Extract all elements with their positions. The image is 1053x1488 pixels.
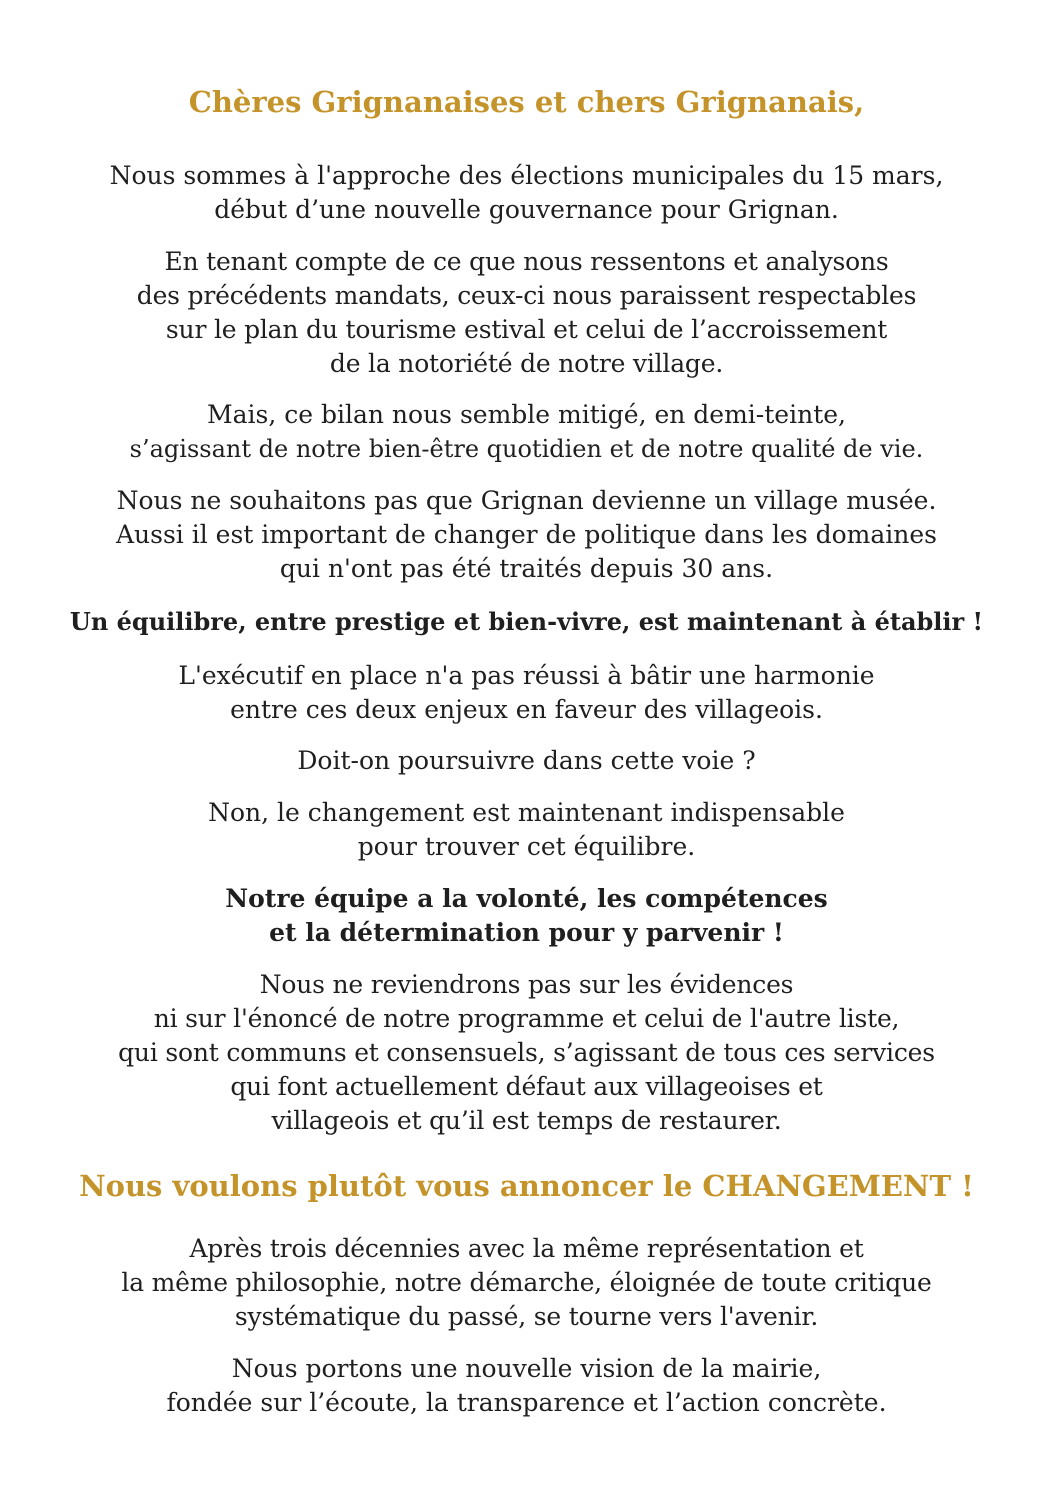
paragraph-line: qui n'ont pas été traités depuis 30 ans. <box>279 554 774 583</box>
paragraph-change-needed <box>0 796 1053 864</box>
paragraph-line: la même philosophie, notre démarche, éloignée de toute critique <box>121 1268 932 1297</box>
paragraph-elections <box>0 159 1053 227</box>
paragraph-line: début d’une nouvelle gouvernance pour Grignan. <box>214 195 839 224</box>
paragraph-line: qui sont communs et consensuels, s’agissant de tous ces services <box>118 1038 935 1067</box>
paragraph-three-decades <box>0 1232 1053 1334</box>
paragraph-line: des précédents mandats, ceux-ci nous paraissent respectables <box>136 281 917 310</box>
paragraph-mixed-assessment <box>0 398 1053 466</box>
paragraph-line: Un équilibre, entre prestige et bien-vivre, est maintenant à établir ! <box>69 607 984 636</box>
paragraph-evidences <box>0 968 1053 1138</box>
paragraph-line: Nous portons une nouvelle vision de la mairie, <box>231 1354 822 1383</box>
change-heading: Nous voulons plutôt vous annoncer le CHANGEMENT ! <box>79 1169 974 1203</box>
paragraph-line: Nous ne souhaitons pas que Grignan devienne un village musée. <box>116 486 937 515</box>
paragraph-line: de la notoriété de notre village. <box>329 349 724 378</box>
paragraph-line: Mais, ce bilan nous semble mitigé, en demi-teinte, <box>207 400 846 429</box>
paragraph-line: systématique du passé, se tourne vers l'avenir. <box>234 1302 819 1331</box>
paragraph-line: et la détermination pour y parvenir ! <box>269 918 784 947</box>
paragraph-line: Notre équipe a la volonté, les compétences <box>225 884 828 913</box>
paragraph-line: Nous ne reviendrons pas sur les évidences <box>259 970 794 999</box>
paragraph-line: Nous sommes à l'approche des élections municipales du 15 mars, <box>109 161 944 190</box>
paragraph-line: Aussi il est important de changer de politique dans les domaines <box>115 520 938 549</box>
paragraph-line: Doit-on poursuivre dans cette voie ? <box>297 746 756 775</box>
paragraph-line: fondée sur l’écoute, la transparence et l’action concrète. <box>166 1388 887 1417</box>
paragraph-line: En tenant compte de ce que nous ressentons et analysons <box>164 247 889 276</box>
paragraph-line: s’agissant de notre bien-être quotidien et de notre qualité de vie. <box>129 435 924 463</box>
paragraph-line: L'exécutif en place n'a pas réussi à bâtir une harmonie <box>178 661 875 690</box>
paragraph-line: entre ces deux enjeux en faveur des villageois. <box>230 695 823 724</box>
paragraph-executive <box>0 659 1053 727</box>
greeting-heading: Chères Grignanaises et chers Grignanais, <box>188 85 865 119</box>
paragraph-line: ni sur l'énoncé de notre programme et celui de l'autre liste, <box>153 1004 900 1033</box>
paragraph-line: villageois et qu’il est temps de restaurer. <box>271 1106 782 1135</box>
paragraph-line: pour trouver cet équilibre. <box>357 832 696 861</box>
paragraph-line: qui font actuellement défaut aux villageoises et <box>230 1072 823 1101</box>
paragraph-balance-statement <box>0 605 1053 639</box>
paragraph-line: sur le plan du tourisme estival et celui de l’accroissement <box>165 315 888 344</box>
paragraph-previous-mandates <box>0 245 1053 381</box>
paragraph-village-museum <box>0 484 1053 586</box>
paragraph-line: Après trois décennies avec la même représentation et <box>189 1234 864 1263</box>
paragraph-team-statement <box>0 882 1053 950</box>
paragraph-line: Non, le changement est maintenant indispensable <box>208 798 845 827</box>
paragraph-new-vision <box>0 1352 1053 1420</box>
paragraph-question <box>0 744 1053 778</box>
